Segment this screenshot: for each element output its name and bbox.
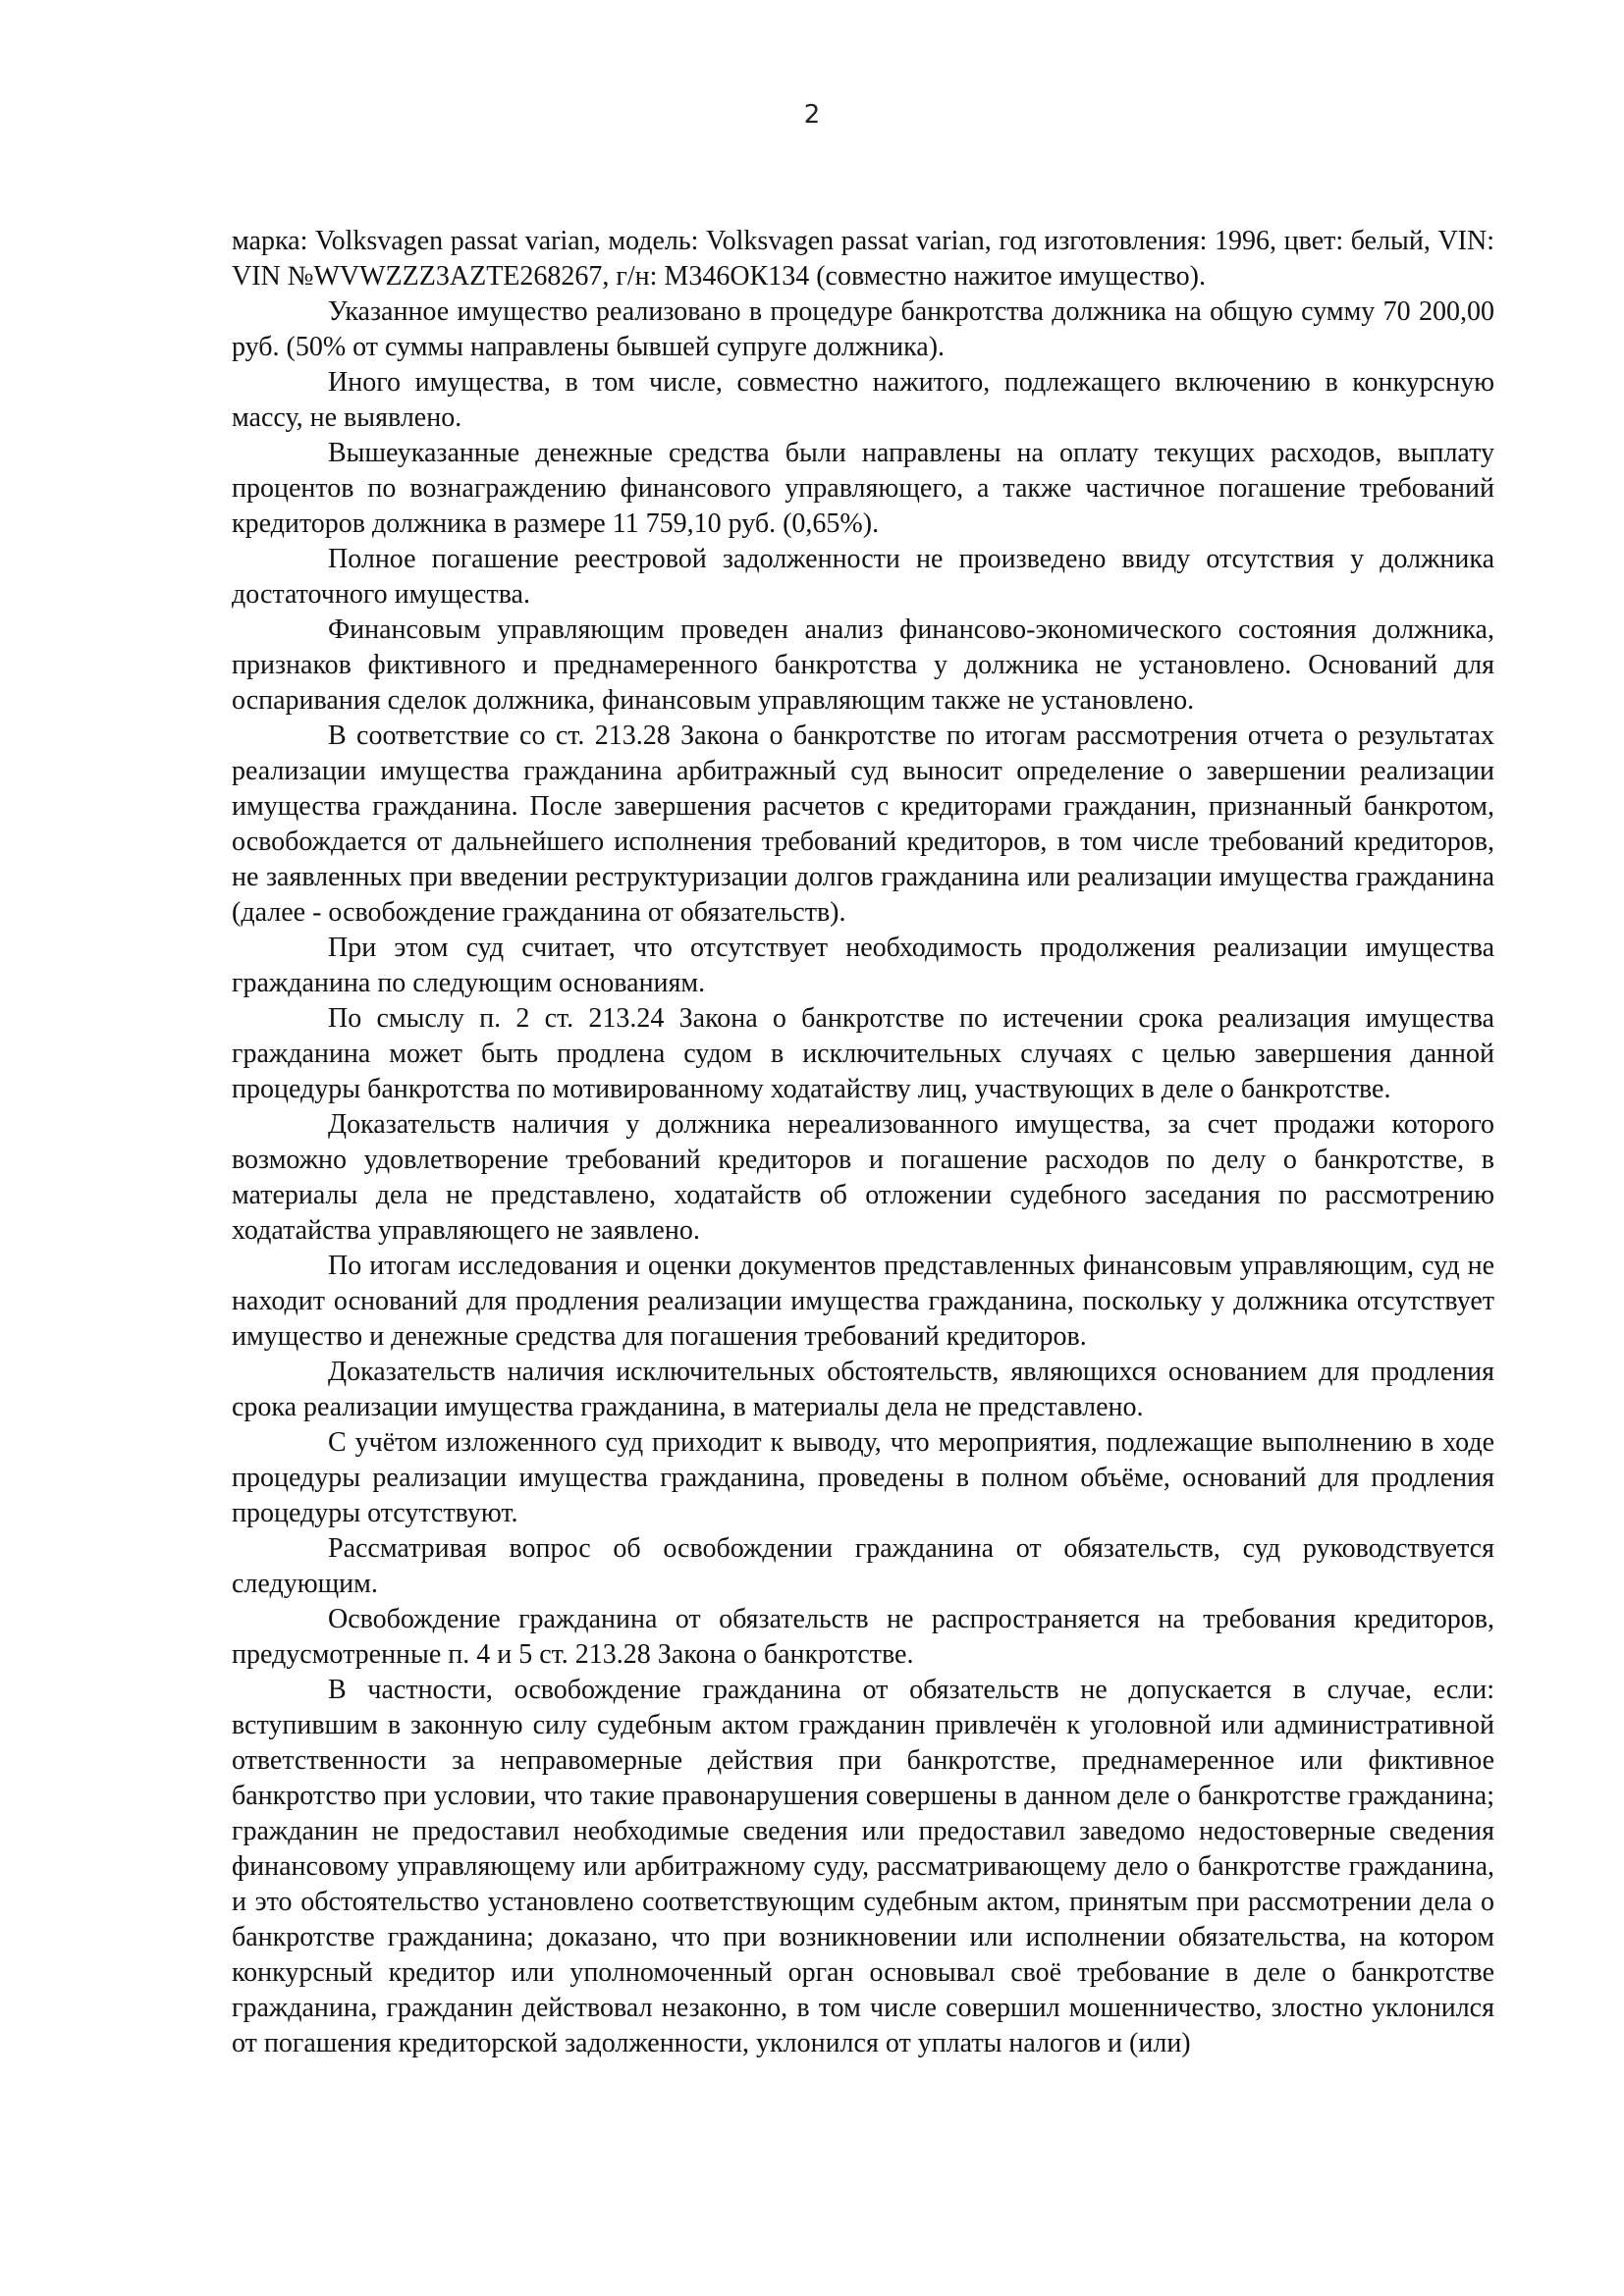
paragraph-court-opinion: При этом суд считает, что отсутствует необходимость продолжения реализации имущества гражданина по следующим основаниям.: [232, 933, 1494, 998]
paragraph-financial-analysis: Финансовым управляющим проведен анализ финансово-экономического состояния должника, признаков фиктивного и преднамеренного банкротства у должника не установлено. Оснований для оспаривания сделок должника, финансовым управляющим также не установлено.: [232, 614, 1494, 716]
paragraph-law-article-213-28: В соответствие со ст. 213.28 Закона о банкротстве по итогам рассмотрения отчета о результатах реализации имущества гражданина арбитражный суд выносит определение о завершении реализации имущества гражданина. После завершения расчетов с кредиторами гражданин, признанный банкротом, освобождается от дальнейшего исполнения требований кредиторов, в том числе требований кредиторов, не заявленных при введении реструктуризации долгов гражданина или реализации имущества гражданина (далее - освобождение гражданина от обязательств).: [232, 721, 1494, 928]
paragraph-release-question: Рассматривая вопрос об освобождении гражданина от обязательств, суд руководствуется следующим.: [232, 1533, 1494, 1599]
paragraph-no-exceptional-circumstances: Доказательств наличия исключительных обстоятельств, являющихся основанием для продления срока реализации имущества гражданина, в материалы дела не представлено.: [232, 1357, 1494, 1422]
paragraph-property-sale: Указанное имущество реализовано в процедуре банкротства должника на общую сумму 70 200,00 руб. (50% от суммы направлены бывшей супруге должника).: [232, 296, 1494, 362]
paragraph-funds-distribution: Вышеуказанные денежные средства были направлены на оплату текущих расходов, выплату процентов по вознаграждению финансового управляющего, а также частичное погашение требований кредиторов должника в размере 11 759,10 руб. (0,65%).: [232, 438, 1494, 539]
paragraph-other-property: Иного имущества, в том числе, совместно нажитого, подлежащего включению в конкурсную массу, не выявлено.: [232, 367, 1494, 433]
paragraph-release-exceptions: Освобождение гражданина от обязательств не распространяется на требования кредиторов, предусмотренные п. 4 и 5 ст. 213.28 Закона о банкротстве.: [232, 1604, 1494, 1670]
paragraph-law-article-213-24: По смыслу п. 2 ст. 213.24 Закона о банкротстве по истечении срока реализация имущества гражданина может быть продлена судом в исключительных случаях с целью завершения данной процедуры банкротства по мотивированному ходатайству лиц, участвующих в деле о банкротстве.: [232, 1003, 1494, 1104]
paragraph-no-unrealized-property: Доказательств наличия у должника нереализованного имущества, за счет продажи которого возможно удовлетворение требований кредиторов и погашение расходов по делу о банкротстве, в материалы дела не представлено, ходатайств об отложении судебного заседания по рассмотрению ходатайства управляющего не заявлено.: [232, 1109, 1494, 1246]
paragraph-vehicle-description: марка: Volksvagen passat varian, модель: Volksvagen passat varian, год изготовления: 1996, цвет: белый, VIN: VIN №WVWZZZ3AZTE268267, г/н: М346ОК134 (совместно нажитое имущество).: [232, 226, 1494, 292]
paragraph-study-results: По итогам исследования и оценки документов представленных финансовым управляющим, суд не находит оснований для продления реализации имущества гражданина, поскольку у должника отсутствует имущество и денежные средства для погашения требований кредиторов.: [232, 1251, 1494, 1352]
document-body: [232, 224, 1494, 2061]
paragraph-court-conclusion: С учётом изложенного суд приходит к выводу, что мероприятия, подлежащие выполнению в ходе процедуры реализации имущества гражданина, проведены в полном объёме, оснований для продления процедуры отсутствуют.: [232, 1427, 1494, 1528]
paragraph-release-conditions: В частности, освобождение гражданина от обязательств не допускается в случае, если: вступившим в законную силу судебным актом гражданин привлечён к уголовной или административной ответственности за неправомерные действия при банкротстве, преднамеренное или фиктивное банкротство при условии, что такие правонарушения совершены в данном деле о банкротстве гражданина; гражданин не предоставил необходимые сведения или предоставил заведомо недостоверные сведения финансовому управляющему или арбитражному суду, рассматривающему дело о банкротстве гражданина, и это обстоятельство установлено соответствующим судебным актом, принятым при рассмотрении дела о банкротстве гражданина; доказано, что при возникновении или исполнении обязательства, на котором конкурсный кредитор или уполномоченный орган основывал своё требование в деле о банкротстве гражданина, гражданин действовал незаконно, в том числе совершил мошенничество, злостно уклонился от погашения кредиторской задолженности, уклонился от уплаты налогов и (или): [232, 1675, 1494, 2058]
paragraph-debt-repayment: Полное погашение реестровой задолженности не произведено ввиду отсутствия у должника достаточного имущества.: [232, 544, 1494, 610]
page-number: 2: [803, 100, 821, 130]
